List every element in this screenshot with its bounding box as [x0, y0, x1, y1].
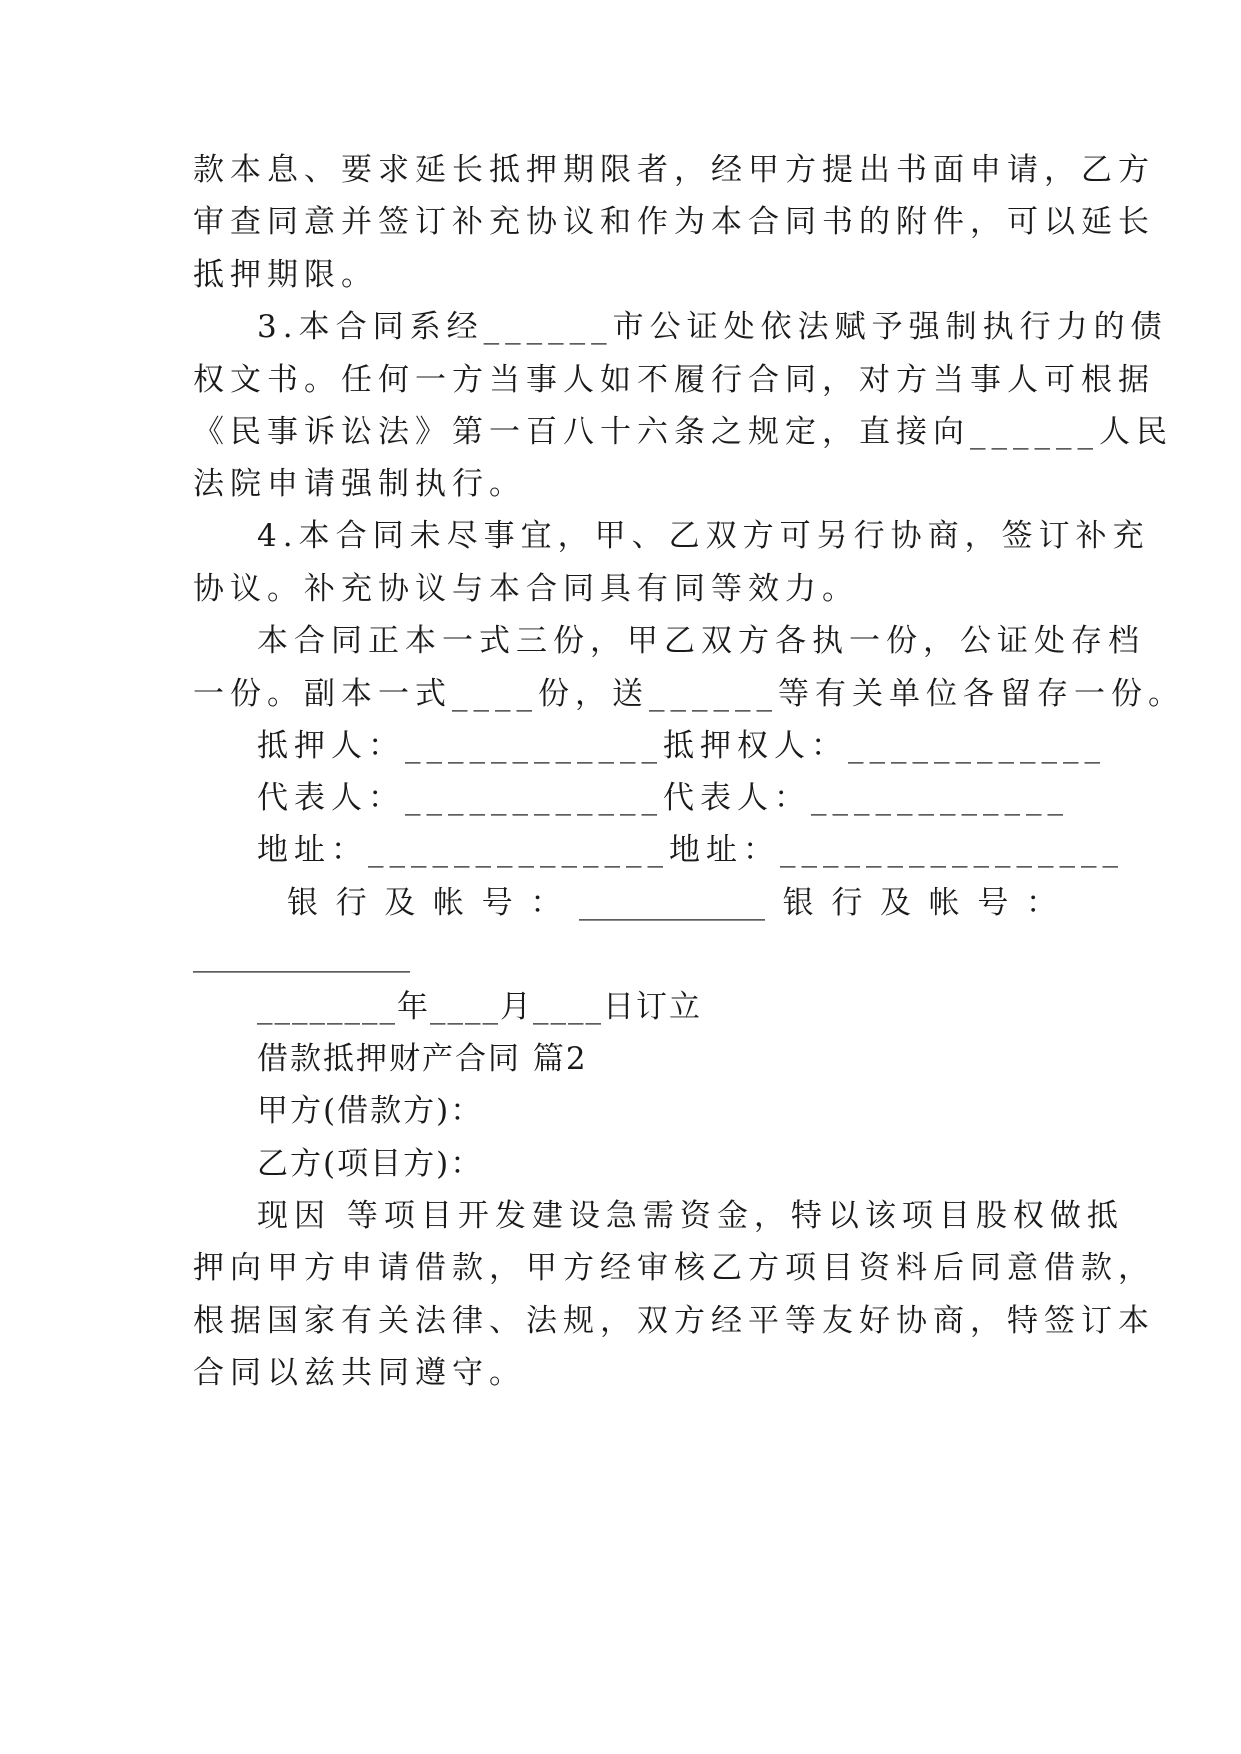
signature-address-line: 地址：______________地址：________________	[257, 832, 1124, 868]
clause-3-line: 3.本合同系经______市公证处依法赋予强制执行力的债	[257, 309, 1168, 345]
paragraph-line: 法院申请强制执行。	[193, 466, 526, 502]
paragraph-line: 现因 等项目开发建设急需资金，特以该项目股权做抵	[257, 1198, 1124, 1234]
paragraph-line: 协议。补充协议与本合同具有同等效力。	[193, 571, 859, 607]
signature-mortgagor-line: 抵押人：____________抵押权人：____________	[257, 728, 1106, 764]
party-a-line: 甲方(借款方)：	[257, 1093, 484, 1129]
paragraph-line: 款本息、要求延长抵押期限者，经甲方提出书面申请，乙方	[193, 152, 1155, 188]
bank-account-blank-line: ______________	[193, 937, 410, 973]
section-heading: 借款抵押财产合同 篇2	[257, 1041, 588, 1077]
paragraph-line: 根据国家有关法律、法规，双方经平等友好协商，特签订本	[193, 1303, 1155, 1339]
signature-representative-line: 代表人：____________代表人：____________	[257, 780, 1069, 816]
paragraph-line: 《民事诉讼法》第一百八十六条之规定，直接向______人民	[193, 414, 1173, 450]
paragraph-line: 押向甲方申请借款，甲方经审核乙方项目资料后同意借款，	[193, 1250, 1155, 1286]
paragraph-line: 抵押期限。	[193, 257, 378, 293]
date-line: ________年____月____日订立	[257, 989, 702, 1025]
paragraph-line: 权文书。任何一方当事人如不履行合同，对方当事人可根据	[193, 362, 1155, 398]
paragraph-line: 本合同正本一式三份，甲乙双方各执一份，公证处存档	[257, 623, 1145, 659]
signature-bank-account-line: 银行及帐号：____________银行及帐号：	[287, 885, 1057, 921]
paragraph-line: 合同以兹共同遵守。	[193, 1355, 526, 1391]
clause-4-line: 4.本合同未尽事宜，甲、乙双方可另行协商，签订补充	[257, 518, 1150, 554]
paragraph-line: 一份。副本一式____份，送______等有关单位各留存一份。	[193, 676, 1185, 712]
party-b-line: 乙方(项目方)：	[257, 1146, 484, 1182]
paragraph-line: 审查同意并签订补充协议和作为本合同书的附件，可以延长	[193, 204, 1155, 240]
